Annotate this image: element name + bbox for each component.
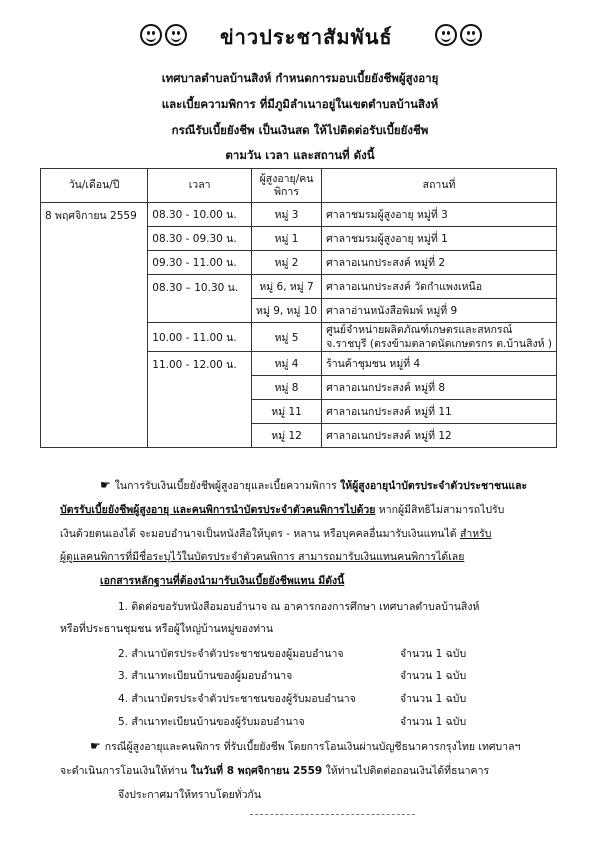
doc-qty: จำนวน 1 ฉบับ bbox=[400, 693, 467, 705]
moo-cell: หมู่ 9, หมู่ 10 bbox=[252, 299, 322, 323]
place-line-2: จ.ราชบุรี (ตรงข้ามตลาดนัดเกษตรกร ต.บ้านสิงห์ ) bbox=[326, 338, 552, 350]
moo-cell: หมู่ 4 bbox=[252, 352, 322, 376]
notice-underline-text: สำหรับ bbox=[459, 528, 492, 540]
place-cell: ศาลาอเนกประสงค์ หมู่ที่ 11 bbox=[322, 400, 557, 424]
closing-line: จึงประกาศมาให้ทราบโดยทั่วกัน bbox=[118, 789, 262, 801]
doc-item-1-line2: หรือที่ประธานชุมชน หรือผู้ใหญ่บ้านหมู่ของท่าน bbox=[60, 623, 274, 635]
time-cell: 10.00 - 11.00 น. bbox=[148, 323, 252, 352]
notice-bold-text: ให้ผู้สูงอายุนำบัตรประจำตัวประชาชนและ bbox=[340, 480, 528, 492]
header-date: วัน/เดือน/ปี bbox=[41, 169, 148, 203]
doc-qty: จำนวน 1 ฉบับ bbox=[400, 648, 467, 660]
header-moo bbox=[252, 169, 322, 203]
notice-text: เงินด้วยตนเองได้ จะมอบอำนาจเป็นหนังสือให้บุตร - หลาน หรือบุคคลอื่นมารับเงินแทนได้ bbox=[60, 528, 460, 540]
transfer-text: กรณีผู้สูงอายุและคนพิการ ที่รับเบี้ยยังชีพ โดยการโอนเงินผ่านบัญชีธนาคารกรุงไทย เทศบาลฯ bbox=[104, 741, 521, 753]
doc-item: 4. สำเนาบัตรประจำตัวประชาชนของผู้รับมอบอำนาจ bbox=[118, 693, 356, 705]
doc-item-1-line1: 1. ติดต่อขอรับหนังสือมอบอำนาจ ณ อาคารกองการศึกษา เทศบาลตำบลบ้านสิงห์ bbox=[118, 601, 480, 613]
transfer-date-bold: ในวันที่ 8 พฤศจิกายน 2559 bbox=[190, 765, 323, 777]
moo-cell: หมู่ 2 bbox=[252, 251, 322, 275]
doc-item: 3. สำเนาทะเบียนบ้านของผู้มอบอำนาจ bbox=[118, 670, 293, 682]
smiley-icon bbox=[460, 24, 482, 46]
notice-underline-text: ผู้ดูแลคนพิการที่มีชื่อระบุไว้ในบัตรประจำตัวคนพิการ สามารถมารับเงินแทนคนพิการได้เลย bbox=[60, 551, 465, 563]
place-cell bbox=[322, 323, 557, 352]
place-cell: ร้านค้าชุมชน หมู่ที่ 4 bbox=[322, 352, 557, 376]
smiley-icon bbox=[140, 24, 162, 46]
header-line-4: ตามวัน เวลา และสถานที่ ดังนี้ bbox=[225, 148, 375, 162]
header-line-1: เทศบาลตำบลบ้านสิงห์ กำหนดการมอบเบี้ยยังชีพผู้สูงอายุ bbox=[161, 71, 439, 85]
transfer-line-2 bbox=[60, 762, 560, 779]
pointing-hand-icon: ☛ bbox=[90, 739, 101, 753]
title-row bbox=[0, 20, 600, 60]
smiley-icon bbox=[435, 24, 457, 46]
divider bbox=[250, 814, 415, 815]
transfer-line-1 bbox=[90, 738, 590, 755]
place-cell: ศาลาอเนกประสงค์ วัดกำแพงเหนือ bbox=[322, 275, 557, 299]
transfer-text: ให้ท่านไปติดต่อถอนเงินได้ที่ธนาคาร bbox=[322, 765, 490, 777]
place-cell: ศาลาอ่านหนังสือพิมพ์ หมู่ที่ 9 bbox=[322, 299, 557, 323]
date-cell: 8 พฤศจิกายน 2559 bbox=[41, 203, 148, 448]
place-cell: ศาลาอเนกประสงค์ หมู่ที่ 12 bbox=[322, 424, 557, 448]
pointing-hand-icon: ☛ bbox=[100, 478, 111, 492]
moo-cell: หมู่ 12 bbox=[252, 424, 322, 448]
table-header-row bbox=[41, 169, 557, 203]
place-cell: ศาลาอเนกประสงค์ หมู่ที่ 8 bbox=[322, 376, 557, 400]
page-title: ข่าวประชาสัมพันธ์ bbox=[220, 25, 393, 49]
time-cell: 08.30 – 10.30 น. bbox=[148, 275, 252, 323]
notice-bold-underline-text: บัตรรับเบี้ยยังชีพผู้สูงอายุ และคนพิการนำบัตรประจำตัวคนพิการไปด้วย bbox=[60, 504, 376, 516]
time-cell: 09.30 - 11.00 น. bbox=[148, 251, 252, 275]
moo-cell: หมู่ 6, หมู่ 7 bbox=[252, 275, 322, 299]
moo-cell: หมู่ 8 bbox=[252, 376, 322, 400]
place-line-1: ศูนย์จำหน่ายผลิตภัณฑ์เกษตรและสหกรณ์ bbox=[326, 324, 513, 336]
time-cell: 11.00 - 12.00 น. bbox=[148, 352, 252, 448]
header-line-3: กรณีรับเบี้ยยังชีพ เป็นเงินสด ให้ไปติดต่อรับเบี้ยยังชีพ bbox=[171, 123, 429, 137]
doc-item: 5. สำเนาทะเบียนบ้านของผู้รับมอบอำนาจ bbox=[118, 716, 305, 728]
place-cell: ศาลาชมรมผู้สูงอายุ หมู่ที่ 1 bbox=[322, 227, 557, 251]
header-time: เวลา bbox=[148, 169, 252, 203]
notice-text: ในการรับเงินเบี้ยยังชีพผู้สูงอายุและเบี้ยความพิการ bbox=[114, 480, 341, 492]
place-cell: ศาลาอเนกประสงค์ หมู่ที่ 2 bbox=[322, 251, 557, 275]
header-moo-line2: พิการ bbox=[274, 185, 299, 198]
moo-cell: หมู่ 11 bbox=[252, 400, 322, 424]
moo-cell: หมู่ 5 bbox=[252, 323, 322, 352]
place-cell: ศาลาชมรมผู้สูงอายุ หมู่ที่ 3 bbox=[322, 203, 557, 227]
moo-cell: หมู่ 1 bbox=[252, 227, 322, 251]
docs-heading: เอกสารหลักฐานที่ต้องนำมารับเงินเบี้ยยังชีพแทน มีดังนี้ bbox=[100, 575, 345, 587]
header-place: สถานที่ bbox=[322, 169, 557, 203]
moo-cell: หมู่ 3 bbox=[252, 203, 322, 227]
notice-text: หากผู้มีสิทธิไม่สามารถไปรับ bbox=[375, 504, 505, 516]
time-cell: 08.30 - 10.00 น. bbox=[148, 203, 252, 227]
header-moo-line1: ผู้สูงอายุ/คน bbox=[259, 172, 314, 185]
doc-item: 2. สำเนาบัตรประจำตัวประชาชนของผู้มอบอำนาจ bbox=[118, 648, 344, 660]
time-cell: 08.30 - 09.30 น. bbox=[148, 227, 252, 251]
transfer-text: จะดำเนินการโอนเงินให้ท่าน bbox=[60, 765, 191, 777]
notice-line-2 bbox=[60, 501, 560, 518]
notice-line-3 bbox=[60, 525, 560, 542]
notice-line-4 bbox=[60, 548, 560, 565]
notice-line-1 bbox=[100, 477, 600, 494]
doc-qty: จำนวน 1 ฉบับ bbox=[400, 716, 467, 728]
doc-qty: จำนวน 1 ฉบับ bbox=[400, 670, 467, 682]
smiley-icon bbox=[165, 24, 187, 46]
header-line-2: และเบี้ยความพิการ ที่มีภูมิลำเนาอยู่ในเขตตำบลบ้านสิงห์ bbox=[161, 97, 439, 111]
schedule-table bbox=[40, 168, 557, 448]
table-row bbox=[41, 203, 557, 227]
